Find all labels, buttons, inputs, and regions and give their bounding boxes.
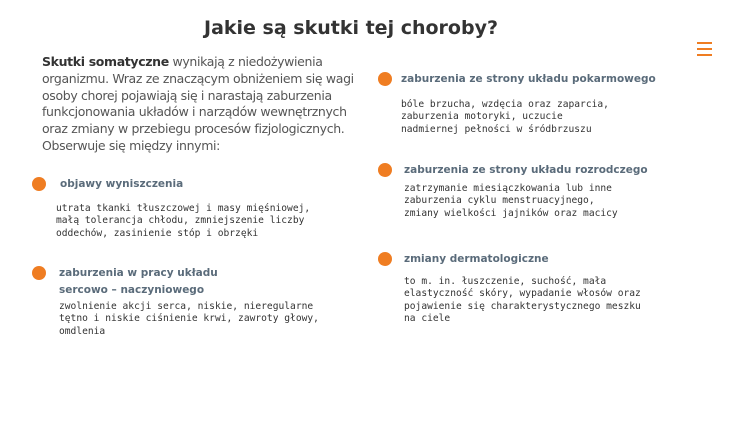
intro-text: wynikają z niedożywienia organizmu. Wraz ze znaczącym obniżeniem się wagi osoby chorej pojawiają się i narastają zaburzenia funkcjonowania układów i narządów wewnętrznych oraz zmiany w przebiegu procesów fizjologicznych. Obserwuje się między innymi: <box>42 54 354 153</box>
bullet-dot-icon <box>378 72 392 86</box>
intro-paragraph <box>42 54 362 155</box>
item-heading: zaburzenia ze strony układu rozrodczego <box>404 164 648 176</box>
item-body: zwolnienie akcji serca, niskie, nieregularne tętno i niskie ciśnienie krwi, zawroty głowy, omdlenia <box>59 301 319 337</box>
bullet-dot-icon <box>378 252 392 266</box>
item-body: to m. in. łuszczenie, suchość, mała elastyczność skóry, wypadanie włosów oraz pojawienie się charakterystycznego meszku na ciele <box>404 276 641 324</box>
item-heading: objawy wyniszczenia <box>60 178 184 190</box>
menu-icon[interactable] <box>697 42 712 57</box>
bullet-dot-icon <box>32 266 46 280</box>
intro-bold: Skutki somatyczne <box>42 54 169 69</box>
item-body: utrata tkanki tłuszczowej i masy mięśniowej, małą tolerancja chłodu, zmniejszenie liczby oddechów, zasinienie stóp i obrzęki <box>56 203 311 239</box>
bullet-dot-icon <box>378 163 392 177</box>
page-title: Jakie są skutki tej choroby? <box>204 17 498 39</box>
item-heading: zmiany dermatologiczne <box>404 253 549 265</box>
item-body: bóle brzucha, wzdęcia oraz zaparcia, zaburzenia motoryki, uczucie nadmiernej pełności w śródbrzuszu <box>401 99 609 135</box>
item-body: zatrzymanie miesiączkowania lub inne zaburzenia cyklu menstruacyjnego, zmiany wielkości jajników oraz macicy <box>404 183 618 219</box>
bullet-dot-icon <box>32 177 46 191</box>
item-heading: zaburzenia ze strony układu pokarmowego <box>401 73 656 85</box>
item-heading: zaburzenia w pracy układu sercowo – naczyniowego <box>59 267 218 296</box>
